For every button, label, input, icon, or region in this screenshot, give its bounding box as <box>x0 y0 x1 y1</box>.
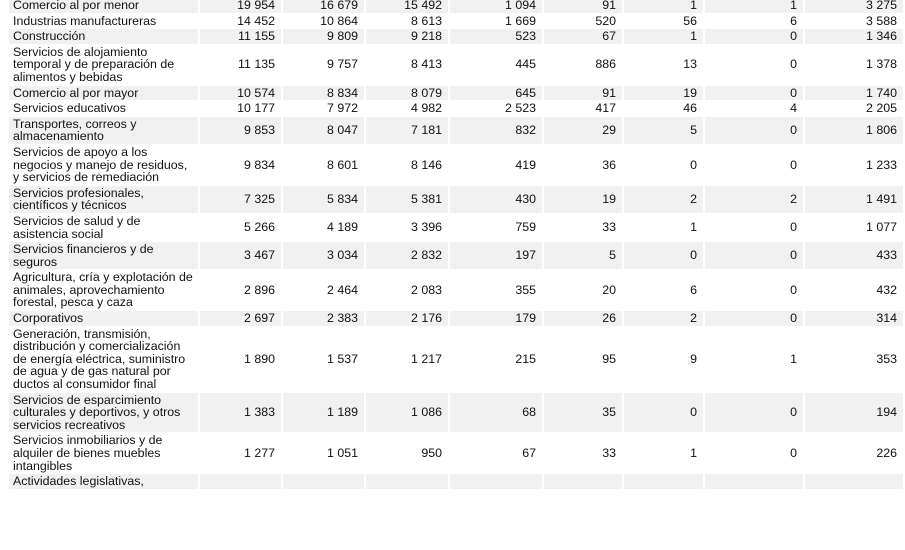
value-cell: 5 266 <box>199 213 282 241</box>
sector-label-cell: Servicios de alojamiento temporal y de preparación de alimentos y bebidas <box>9 44 199 85</box>
value-cell: 226 <box>804 433 904 474</box>
value-cell: 33 <box>543 433 623 474</box>
value-cell: 0 <box>623 242 704 270</box>
value-cell: 91 <box>543 0 623 13</box>
value-cell: 1 <box>623 0 704 13</box>
value-cell: 832 <box>449 116 543 144</box>
value-cell: 417 <box>543 101 623 117</box>
sector-label-cell: Agricultura, cría y explotación de animales, aprovechamiento forestal, pesca y caza <box>9 270 199 311</box>
value-cell: 1 <box>623 29 704 45</box>
value-cell: 1 <box>623 213 704 241</box>
value-cell: 10 574 <box>199 85 282 101</box>
value-cell: 0 <box>704 44 804 85</box>
value-cell: 0 <box>704 213 804 241</box>
value-cell: 0 <box>704 433 804 474</box>
value-cell: 1 077 <box>804 213 904 241</box>
economic-sectors-table <box>9 0 905 490</box>
value-cell: 1 <box>623 433 704 474</box>
value-cell: 67 <box>543 29 623 45</box>
value-cell: 314 <box>804 311 904 327</box>
value-cell: 3 396 <box>365 213 449 241</box>
table-row <box>9 213 904 241</box>
value-cell: 419 <box>449 144 543 185</box>
value-cell <box>365 474 449 490</box>
value-cell: 1 217 <box>365 326 449 392</box>
value-cell: 1 740 <box>804 85 904 101</box>
value-cell: 0 <box>704 242 804 270</box>
value-cell: 5 381 <box>365 185 449 213</box>
table-row <box>9 101 904 117</box>
value-cell: 5 <box>623 116 704 144</box>
value-cell: 10 864 <box>282 13 365 29</box>
sector-label-cell: Servicios educativos <box>9 101 199 117</box>
sector-label-cell: Generación, transmisión, distribución y comercialización de energía eléctrica, suministro de agua y de gas natural por ductos al consumidor final <box>9 326 199 392</box>
value-cell: 8 146 <box>365 144 449 185</box>
value-cell: 95 <box>543 326 623 392</box>
value-cell: 11 135 <box>199 44 282 85</box>
table-row <box>9 326 904 392</box>
value-cell: 0 <box>623 144 704 185</box>
value-cell: 3 034 <box>282 242 365 270</box>
value-cell: 0 <box>704 85 804 101</box>
value-cell: 19 <box>543 185 623 213</box>
value-cell: 8 047 <box>282 116 365 144</box>
value-cell: 33 <box>543 213 623 241</box>
sector-label-cell: Servicios financieros y de seguros <box>9 242 199 270</box>
value-cell: 9 834 <box>199 144 282 185</box>
value-cell: 430 <box>449 185 543 213</box>
value-cell: 11 155 <box>199 29 282 45</box>
value-cell: 6 <box>623 270 704 311</box>
value-cell: 4 189 <box>282 213 365 241</box>
table-row <box>9 242 904 270</box>
value-cell: 8 413 <box>365 44 449 85</box>
value-cell: 0 <box>704 144 804 185</box>
value-cell: 2 697 <box>199 311 282 327</box>
value-cell: 26 <box>543 311 623 327</box>
value-cell: 9 853 <box>199 116 282 144</box>
table-row <box>9 474 904 490</box>
sector-label-cell: Servicios de apoyo a los negocios y manejo de residuos, y servicios de remediación <box>9 144 199 185</box>
value-cell: 19 <box>623 85 704 101</box>
value-cell: 0 <box>623 392 704 433</box>
sector-label-cell: Servicios inmobiliarios y de alquiler de bienes muebles intangibles <box>9 433 199 474</box>
value-cell: 1 277 <box>199 433 282 474</box>
value-cell: 9 809 <box>282 29 365 45</box>
value-cell: 1 806 <box>804 116 904 144</box>
value-cell: 7 181 <box>365 116 449 144</box>
sector-label-cell: Comercio al por menor <box>9 0 199 13</box>
value-cell: 2 205 <box>804 101 904 117</box>
value-cell: 355 <box>449 270 543 311</box>
value-cell: 645 <box>449 85 543 101</box>
sector-label-cell: Servicios profesionales, científicos y técnicos <box>9 185 199 213</box>
value-cell: 9 <box>623 326 704 392</box>
value-cell: 8 834 <box>282 85 365 101</box>
table-row <box>9 144 904 185</box>
value-cell: 16 679 <box>282 0 365 13</box>
value-cell: 4 982 <box>365 101 449 117</box>
table-row <box>9 44 904 85</box>
value-cell: 35 <box>543 392 623 433</box>
value-cell: 1 189 <box>282 392 365 433</box>
value-cell: 13 <box>623 44 704 85</box>
value-cell: 520 <box>543 13 623 29</box>
value-cell: 1 383 <box>199 392 282 433</box>
value-cell: 759 <box>449 213 543 241</box>
table-row <box>9 13 904 29</box>
value-cell: 1 378 <box>804 44 904 85</box>
value-cell <box>804 474 904 490</box>
value-cell: 6 <box>704 13 804 29</box>
value-cell: 1 537 <box>282 326 365 392</box>
value-cell: 1 086 <box>365 392 449 433</box>
value-cell: 2 176 <box>365 311 449 327</box>
sector-label-cell: Industrias manufactureras <box>9 13 199 29</box>
value-cell: 14 452 <box>199 13 282 29</box>
sector-label-cell: Construcción <box>9 29 199 45</box>
sector-label-cell: Actividades legislativas, <box>9 474 199 490</box>
value-cell <box>543 474 623 490</box>
sector-label-cell: Transportes, correos y almacenamiento <box>9 116 199 144</box>
sector-label-cell: Comercio al por mayor <box>9 85 199 101</box>
value-cell: 179 <box>449 311 543 327</box>
value-cell: 445 <box>449 44 543 85</box>
table-row <box>9 85 904 101</box>
table-row <box>9 0 904 13</box>
value-cell: 2 383 <box>282 311 365 327</box>
value-cell: 8 613 <box>365 13 449 29</box>
value-cell: 19 954 <box>199 0 282 13</box>
value-cell: 0 <box>704 311 804 327</box>
value-cell: 1 094 <box>449 0 543 13</box>
value-cell: 197 <box>449 242 543 270</box>
value-cell <box>704 474 804 490</box>
sector-label-cell: Corporativos <box>9 311 199 327</box>
value-cell: 5 834 <box>282 185 365 213</box>
value-cell: 2 <box>623 311 704 327</box>
value-cell: 8 601 <box>282 144 365 185</box>
value-cell: 0 <box>704 392 804 433</box>
value-cell: 46 <box>623 101 704 117</box>
value-cell: 9 757 <box>282 44 365 85</box>
value-cell: 36 <box>543 144 623 185</box>
value-cell: 1 051 <box>282 433 365 474</box>
table-row <box>9 29 904 45</box>
value-cell: 10 177 <box>199 101 282 117</box>
value-cell: 0 <box>704 116 804 144</box>
value-cell: 29 <box>543 116 623 144</box>
sector-label-cell: Servicios de salud y de asistencia social <box>9 213 199 241</box>
value-cell: 886 <box>543 44 623 85</box>
value-cell: 67 <box>449 433 543 474</box>
value-cell: 15 492 <box>365 0 449 13</box>
value-cell: 9 218 <box>365 29 449 45</box>
value-cell: 1 <box>704 0 804 13</box>
value-cell: 1 890 <box>199 326 282 392</box>
value-cell: 2 <box>704 185 804 213</box>
value-cell <box>449 474 543 490</box>
table-row <box>9 116 904 144</box>
value-cell: 68 <box>449 392 543 433</box>
value-cell: 5 <box>543 242 623 270</box>
value-cell: 194 <box>804 392 904 433</box>
table-row <box>9 392 904 433</box>
value-cell: 353 <box>804 326 904 392</box>
value-cell: 91 <box>543 85 623 101</box>
value-cell: 433 <box>804 242 904 270</box>
value-cell: 3 275 <box>804 0 904 13</box>
value-cell <box>623 474 704 490</box>
value-cell: 1 346 <box>804 29 904 45</box>
sector-label-cell: Servicios de esparcimiento culturales y deportivos, y otros servicios recreativos <box>9 392 199 433</box>
value-cell: 950 <box>365 433 449 474</box>
value-cell <box>199 474 282 490</box>
value-cell: 56 <box>623 13 704 29</box>
value-cell: 1 233 <box>804 144 904 185</box>
value-cell: 7 972 <box>282 101 365 117</box>
value-cell: 2 832 <box>365 242 449 270</box>
table-row <box>9 270 904 311</box>
table-row <box>9 311 904 327</box>
value-cell: 432 <box>804 270 904 311</box>
table-row <box>9 185 904 213</box>
value-cell <box>282 474 365 490</box>
value-cell: 3 588 <box>804 13 904 29</box>
value-cell: 4 <box>704 101 804 117</box>
value-cell: 2 896 <box>199 270 282 311</box>
value-cell: 7 325 <box>199 185 282 213</box>
value-cell: 8 079 <box>365 85 449 101</box>
value-cell: 1 491 <box>804 185 904 213</box>
value-cell: 0 <box>704 270 804 311</box>
table-body <box>9 0 904 489</box>
table-row <box>9 433 904 474</box>
value-cell: 2 464 <box>282 270 365 311</box>
value-cell: 1 <box>704 326 804 392</box>
value-cell: 2 083 <box>365 270 449 311</box>
value-cell: 3 467 <box>199 242 282 270</box>
value-cell: 2 523 <box>449 101 543 117</box>
value-cell: 0 <box>704 29 804 45</box>
value-cell: 215 <box>449 326 543 392</box>
value-cell: 2 <box>623 185 704 213</box>
value-cell: 1 669 <box>449 13 543 29</box>
value-cell: 523 <box>449 29 543 45</box>
value-cell: 20 <box>543 270 623 311</box>
